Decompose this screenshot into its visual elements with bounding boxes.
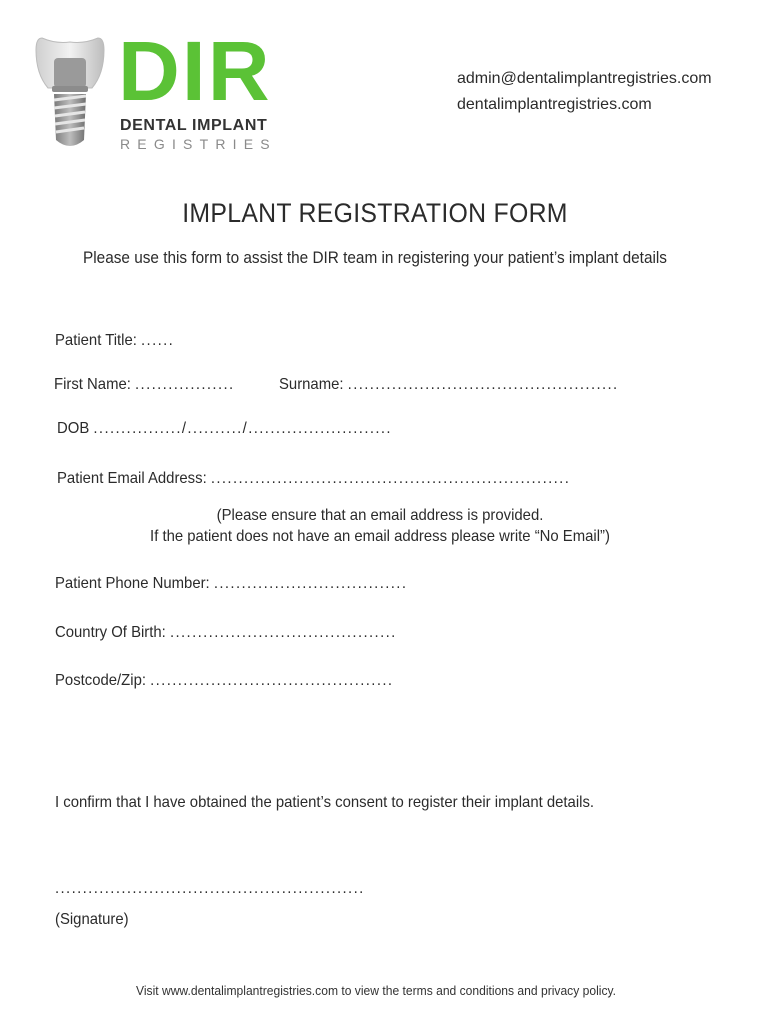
dental-implant-logo-icon xyxy=(34,36,106,152)
contact-website: dentalimplantregistries.com xyxy=(457,96,652,113)
postcode-field[interactable] xyxy=(55,672,393,690)
email-note-line2: If the patient does not have an email address please write “No Email”) xyxy=(150,528,610,545)
logo-subtitle-line2: REGISTRIES xyxy=(120,136,277,152)
logo-letters: DIR xyxy=(118,24,272,118)
form-title: IMPLANT REGISTRATION FORM xyxy=(182,198,568,228)
email-field[interactable] xyxy=(57,470,570,488)
postcode-label: Postcode/Zip: xyxy=(55,672,146,689)
email-label: Patient Email Address: xyxy=(57,470,207,487)
footer-note: Visit www.dentalimplantregistries.com to view the terms and conditions and privacy policy. xyxy=(135,983,616,998)
signature-label: (Signature) xyxy=(55,911,129,928)
surname-label: Surname: xyxy=(279,376,344,393)
patient-title-dots: ...... xyxy=(141,332,175,349)
signature-line[interactable] xyxy=(55,880,365,898)
surname-field[interactable] xyxy=(279,376,619,394)
contact-email: admin@dentalimplantregistries.com xyxy=(457,70,712,87)
consent-statement: I confirm that I have obtained the patient’s consent to register their implant details. xyxy=(55,794,595,811)
patient-title-field[interactable] xyxy=(55,332,174,350)
email-dots: ................................................................. xyxy=(210,470,571,487)
dob-dots: ................/........../.......................... xyxy=(93,420,392,437)
first-name-field[interactable] xyxy=(54,376,235,394)
patient-title-label: Patient Title: xyxy=(55,332,137,349)
logo-subtitle-line1: DENTAL IMPLANT xyxy=(120,117,268,134)
country-dots: ......................................... xyxy=(169,624,397,641)
email-note-line1: (Please ensure that an email address is provided. xyxy=(216,507,544,524)
phone-field[interactable] xyxy=(55,575,407,593)
phone-label: Patient Phone Number: xyxy=(55,575,210,592)
signature-dots: ........................................................ xyxy=(55,880,365,897)
dob-field[interactable] xyxy=(57,420,392,438)
first-name-dots: .................. xyxy=(135,376,235,393)
country-label: Country Of Birth: xyxy=(55,624,166,641)
postcode-dots: ............................................ xyxy=(150,672,394,689)
first-name-label: First Name: xyxy=(54,376,131,393)
surname-dots: ................................................. xyxy=(347,376,619,393)
country-field[interactable] xyxy=(55,624,397,642)
phone-dots: ................................... xyxy=(213,575,408,592)
form-subtitle: Please use this form to assist the DIR team in registering your patient’s implant details xyxy=(83,249,667,267)
dob-label: DOB xyxy=(57,420,90,437)
